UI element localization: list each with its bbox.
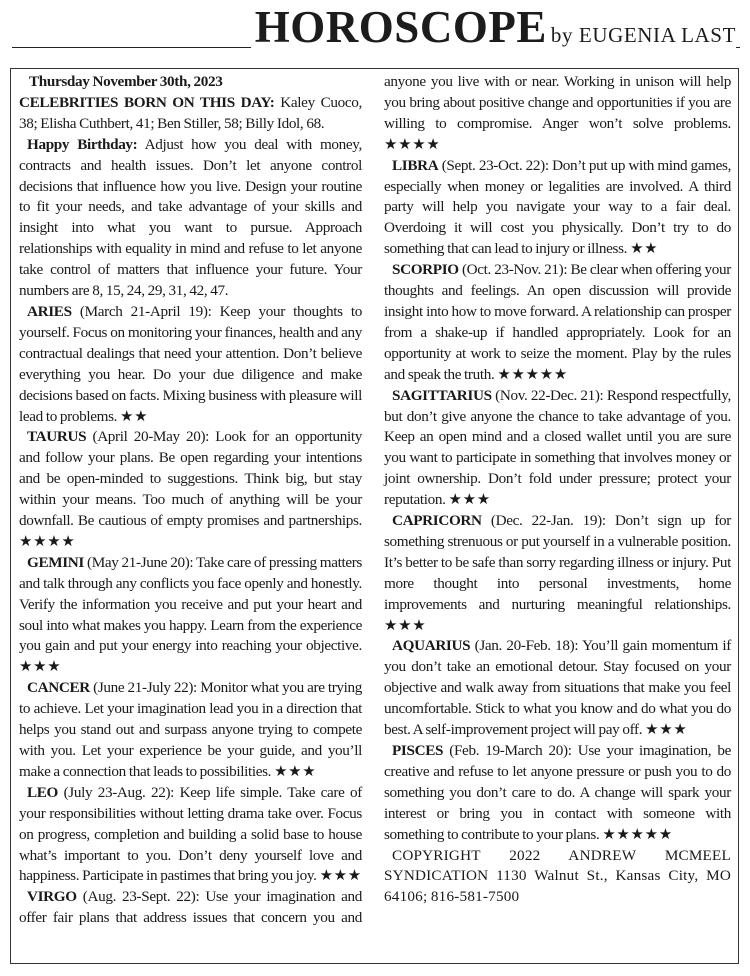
sign-entry-taurus — [19, 427, 362, 552]
sign-dates: (July 23-Aug. 22): — [63, 783, 175, 801]
star-rating: ★★ — [630, 240, 659, 258]
sign-text: Take care of pressing matters and talk through any conflicts you face openly and honestly. Verify the information you receive and put your heart and soul into what makes you happy. Learn from the experience you gain and put your energy into reaching your objective. — [19, 553, 362, 655]
sign-entry-pisces — [384, 741, 731, 846]
sign-entry-scorpio — [384, 260, 731, 385]
star-rating: ★★★ — [448, 491, 491, 509]
sign-entry-virgo — [19, 887, 362, 929]
sign-text: Keep your thoughts to yourself. Focus on monitoring your finances, health and any contractual dealings that need your attention. Don’t believe everything you hear. Do your due diligence and make decisions based on facts. Mixing business with pleasure will lead to problems. — [19, 302, 362, 425]
sign-dates: (Jan. 20-Feb. 18): — [474, 637, 579, 655]
birthday-text: Adjust how you deal with money, contracts and health issues. Don’t let anyone control decisions that influence how you live. Design your routine to fit your needs, and take advantage of your skills and insight into what you want to pursue. Approach relationships with equality in mind and refuse to let anyone take control of matters that influence your future. Your numbers are 8, 15, 24, 29, 31, 42, 47. — [19, 135, 362, 300]
sign-dates: (May 21-June 20): — [87, 553, 194, 571]
sign-entry-libra — [384, 156, 731, 261]
sign-text: Don’t put up with mind games, especially when money or legalities are involved. A third party will help you navigate your way to a fair deal. Overdoing it will cost you physically. Don’t try to do something that can lead to injury or illness. — [384, 156, 732, 258]
sign-text: You’ll gain momentum if you don’t take an emotional detour. Stay focused on your objective and walk away from situations that make you feel uncomfortable. Stick to what you know and do what you do best. A self-improvement project will pay off. — [384, 637, 731, 739]
right-column — [384, 72, 731, 908]
sign-dates: (Oct. 23-Nov. 21): — [461, 261, 568, 279]
sign-name: CANCER — [27, 679, 90, 697]
sign-text: Don’t sign up for something strenuous or put yourself in a vulnerable position. It’s better to be safe than sorry regarding illness or injury. Put more thought into personal investments, home improvements and nurturing meaningful relationships. — [384, 512, 731, 613]
sign-dates: (June 21-July 22): — [93, 679, 197, 697]
sign-name: SAGITTARIUS — [392, 386, 492, 404]
sign-entry-aquarius — [384, 636, 731, 741]
column-title: HOROSCOPE — [254, 2, 547, 52]
celebrities-text: Kaley Cuoco, 38; Elisha Cuthbert, 41; Ben Stiller, 58; Billy Idol, 68. — [19, 93, 362, 132]
sign-text: Be clear when offering your thoughts and feelings. An open discussion will provide insight into how to move forward. A relationship can prosper from a shake-up if handled appropriately. Look for an opportunity at work to seize the moment. Play by the rules and speak the truth. — [384, 261, 731, 383]
sign-entry-aries — [19, 302, 362, 427]
star-rating: ★★★★ — [19, 532, 76, 550]
sign-dates: (Aug. 23-Sept. 22): — [82, 888, 200, 906]
sign-entry-gemini — [19, 553, 362, 678]
sign-dates: (Nov. 22-Dec. 21): — [495, 386, 604, 404]
sign-name: VIRGO — [27, 888, 77, 906]
sign-entry-capricorn — [384, 511, 731, 636]
sign-entry-leo — [19, 783, 362, 888]
star-rating: ★★★ — [384, 616, 427, 634]
sign-dates: (April 20-May 20): — [92, 428, 210, 446]
celebrities-paragraph — [19, 93, 362, 135]
sign-entry-sagittarius — [384, 386, 731, 511]
sign-text: Look for an opportunity and follow your plans. Be open regarding your intentions and be open-minded to suggestions. Think big, but stay within your means. Too much of anything will be your downfall. Be cautious of empty promises and partnerships. — [19, 428, 362, 530]
masthead — [0, 0, 750, 58]
sign-name: LIBRA — [392, 156, 439, 174]
star-rating: ★★★★★ — [497, 365, 568, 383]
sign-text: Monitor what you are trying to achieve. Let your imagination lead you in a direction that helps you stand out and surpass anyone trying to compete with you. Let your experience be your guide, and you’ll make a connection that leads to possibilities. — [19, 679, 363, 780]
left-column — [19, 72, 362, 929]
birthday-paragraph — [19, 135, 362, 302]
sign-dates: (Sept. 23-Oct. 22): — [441, 156, 549, 174]
sign-dates: (Dec. 22-Jan. 19): — [490, 512, 606, 530]
star-rating: ★★ — [120, 407, 149, 425]
sign-entry-virgo-continued — [384, 72, 731, 156]
star-rating: ★★★ — [274, 762, 317, 780]
sign-text: Keep life simple. Take care of your responsibilities without letting drama take over. Focus on progress, completion and building a solid base to house what’s important to you. Don’t deny yourself love and happiness. Participate in pastimes that bring you joy. — [19, 783, 362, 885]
sign-name: LEO — [27, 783, 59, 801]
star-rating: ★★★★ — [384, 135, 441, 153]
sign-text: Use your imagination, be creative and refuse to let anyone pressure or push you to do something you don’t care to do. A change will spark your interest or bring you in contact with someone with something to contribute to your plans. — [384, 742, 731, 843]
sign-name: AQUARIUS — [392, 637, 471, 655]
sign-text: Respond respectfully, but don’t give anyone the chance to take advantage of you. Keep an open mind and a closed wallet until you are sure you want to participate in something that involves money or joint ownership. Don’t fold under pressure; protect your reputation. — [384, 386, 731, 509]
sign-name: TAURUS — [27, 428, 87, 446]
sign-text: Use your imagination and offer fair plans that address issues that concern you and — [19, 888, 362, 927]
star-rating: ★★★ — [19, 658, 62, 676]
sign-name: PISCES — [392, 742, 444, 759]
sign-text: anyone you live with or near. Working in unison will help you bring about positive change and opportunities if you are willing to compromise. Anger won’t solve problems. — [384, 73, 731, 132]
byline: by EUGENIA LAST — [550, 23, 736, 47]
sign-name: CAPRICORN — [392, 512, 482, 530]
sign-entry-cancer — [19, 678, 362, 783]
sign-dates: (March 21-April 19): — [79, 302, 212, 320]
celebrities-label: CELEBRITIES BORN ON THIS DAY: — [19, 93, 275, 111]
copyright-notice: COPYRIGHT 2022 ANDREW MCMEEL SYNDICATION 1130 Walnut St., Kansas City, MO 64106; 816-581-7500 — [384, 846, 731, 906]
star-rating: ★★★ — [319, 867, 362, 885]
birthday-label: Happy Birthday: — [27, 135, 138, 153]
sign-name: GEMINI — [27, 553, 84, 571]
star-rating: ★★★ — [645, 721, 688, 739]
sign-name: ARIES — [27, 302, 72, 320]
star-rating: ★★★★★ — [602, 825, 673, 843]
sign-name: SCORPIO — [392, 261, 459, 279]
sign-dates: (Feb. 19-March 20): — [449, 742, 572, 759]
title-block — [251, 0, 736, 54]
date-line: Thursday November 30th, 2023 — [29, 73, 223, 90]
